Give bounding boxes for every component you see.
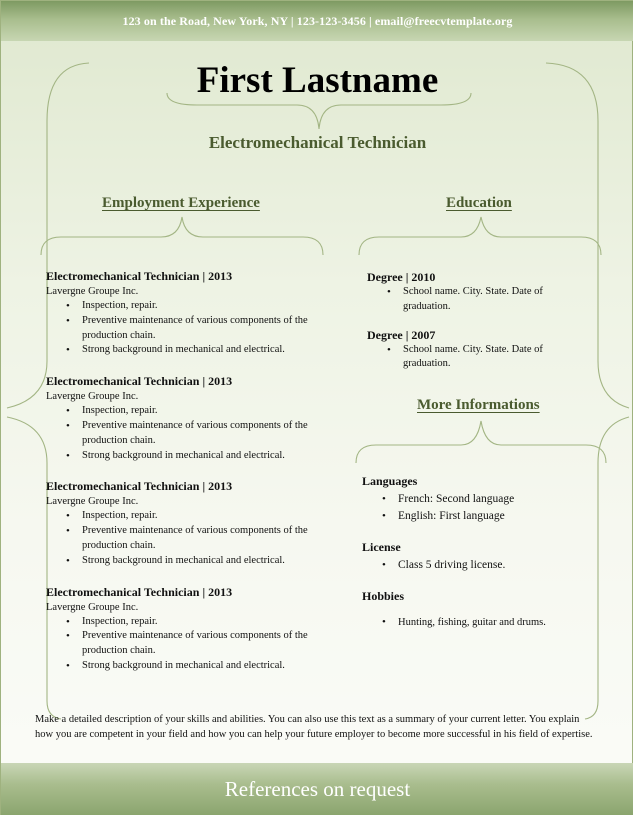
education-entry <box>367 269 597 315</box>
job-entry <box>46 374 336 463</box>
references-bar <box>1 763 633 815</box>
list-item: • Class 5 driving license. <box>362 557 602 574</box>
more-info-list <box>362 473 602 645</box>
degree-line: Degree | 2010 <box>367 270 436 284</box>
contact-info: 123 on the Road, New York, NY | 123-123-3456 | email@freecvtemplate.org <box>122 13 513 28</box>
job-title: Electromechanical Technician <box>208 133 427 152</box>
company-name: Lavergne Groupe Inc. <box>46 391 139 403</box>
list-item: • Strong background in mechanical and electrical. <box>46 554 336 569</box>
hobbies-group <box>362 588 602 631</box>
list-item: • Inspection, repair. <box>46 615 336 630</box>
list-item: • Preventive maintenance of various components of the production chain. <box>46 629 336 659</box>
job-title-line: Electromechanical Technician | 2013 <box>46 374 233 389</box>
education-entry <box>367 327 597 373</box>
hobbies-heading: Hobbies <box>362 589 405 603</box>
education-list <box>367 269 597 384</box>
candidate-name: First Lastname <box>196 60 439 101</box>
company-name: Lavergne Groupe Inc. <box>46 496 139 508</box>
languages-heading: Languages <box>362 474 418 488</box>
list-item: • Inspection, repair. <box>46 404 336 419</box>
job-title-line: Electromechanical Technician | 2013 <box>46 479 233 494</box>
license-group <box>362 539 602 574</box>
list-item: • Preventive maintenance of various components of the production chain. <box>46 314 336 344</box>
list-item: • Inspection, repair. <box>46 509 336 524</box>
license-heading: License <box>362 540 401 554</box>
list-item: • School name. City. State. Date of graduation. <box>367 343 557 373</box>
list-item: • Strong background in mechanical and electrical. <box>46 449 336 464</box>
job-entry <box>46 479 336 568</box>
degree-line: Degree | 2007 <box>367 327 436 342</box>
job-title-line: Electromechanical Technician | 2013 <box>46 584 233 599</box>
references-text: References on request <box>224 777 411 801</box>
list-item: • Strong background in mechanical and electrical. <box>46 343 336 358</box>
employment-heading: Employment Experience <box>102 195 260 211</box>
job-title-line: Electromechanical Technician | 2013 <box>46 269 233 283</box>
job-entry <box>46 269 336 358</box>
more-info-heading: More Informations <box>417 397 540 413</box>
list-item: • French: Second language <box>362 491 602 508</box>
contact-bar <box>1 1 633 41</box>
education-heading: Education <box>446 195 512 211</box>
list-item: • Inspection, repair. <box>46 299 336 314</box>
summary-paragraph: Make a detailed description of your skills and abilities. You can also use this text as a summary of your current letter. You explain how you are competent in your field and how you can help your future employer to become more successful in his field of expertise. <box>35 714 593 740</box>
employment-list <box>46 269 336 690</box>
list-item: • English: First language <box>362 508 602 525</box>
languages-group <box>362 473 602 525</box>
list-item: • Preventive maintenance of various components of the production chain. <box>46 524 336 554</box>
list-item: • Hunting, fishing, guitar and drums. <box>362 614 602 631</box>
job-entry <box>46 585 336 674</box>
company-name: Lavergne Groupe Inc. <box>46 286 139 297</box>
list-item: • School name. City. State. Date of graduation. <box>367 285 557 315</box>
company-name: Lavergne Groupe Inc. <box>46 601 139 613</box>
list-item: • Preventive maintenance of various components of the production chain. <box>46 419 336 449</box>
list-item: • Strong background in mechanical and electrical. <box>46 659 336 674</box>
